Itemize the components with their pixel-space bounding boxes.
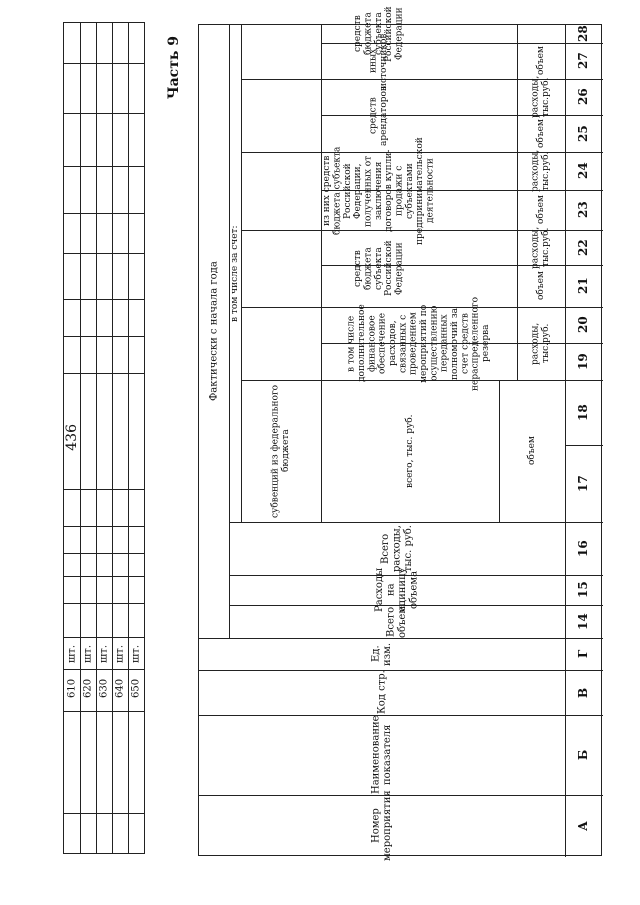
header-total-expenses: Всего расходы, тыс. руб. — [379, 525, 414, 572]
header-volume-col19: объем — [535, 271, 546, 301]
col-num-24: 24 — [576, 162, 591, 180]
header-expenses-col20: расходы, тыс.руб. — [530, 226, 551, 269]
row-code: 640 — [114, 678, 126, 698]
row-unit: шт. — [114, 645, 126, 664]
header-total-thousand-col17: всего, тыс. руб. — [404, 414, 415, 488]
col-num-19: 19 — [576, 353, 591, 370]
col-num-28: 28 — [576, 25, 591, 43]
col-num-v: В — [576, 687, 591, 698]
col-num-21: 21 — [576, 277, 591, 295]
header-indicator-name: Наименование показателя — [370, 715, 393, 795]
col-num-26: 26 — [576, 88, 591, 106]
col-num-g: Г — [576, 649, 591, 659]
col-num-23: 23 — [576, 201, 591, 219]
header-line-code: Код стр. — [376, 670, 388, 715]
row-code: 650 — [130, 678, 142, 698]
row-code: 630 — [98, 678, 110, 698]
col-num-20: 20 — [576, 316, 591, 334]
header-volume-col23: объем — [535, 119, 546, 148]
header-volume-col17: объем — [526, 436, 537, 466]
header-other-sources: иных источников — [368, 33, 389, 89]
page-number: 436 — [64, 424, 80, 451]
header-expenses-col24: расходы, тыс.руб. — [530, 75, 551, 119]
header-regional-budget: средств бюджета субъекта Российской Федерации — [353, 240, 405, 297]
header-tenants: средств арендаторов — [368, 85, 389, 146]
col-num-25: 25 — [576, 125, 591, 142]
row-code: 610 — [66, 678, 78, 698]
header-volume-col25: объем — [535, 46, 546, 76]
header-actual-ytd: Фактически с начала года — [208, 261, 220, 402]
header-total-volume: Всего объем — [385, 605, 408, 638]
col-num-27: 27 — [576, 52, 591, 70]
col-num-16: 16 — [576, 540, 591, 557]
header-regional-sales: из них средств бюджета субъекта Российской Федерации, полученных от заключения договоров купли-продажи с субъектами предпринимательской деятельности — [322, 137, 436, 245]
header-expenses-col18: расходы, тыс.руб. — [530, 322, 551, 365]
part-label: Часть 9 — [166, 36, 182, 100]
header-expenses-col22: расходы, тыс.руб. — [530, 149, 551, 193]
row-unit: шт. — [130, 645, 142, 664]
row-unit: шт. — [82, 645, 94, 664]
col-num-15: 15 — [576, 581, 591, 599]
header-table — [198, 6, 602, 862]
header-regional-budget-2: средств бюджета субъекта Российской Федерации — [353, 6, 405, 62]
row-unit: шт. — [66, 645, 78, 664]
col-num-18: 18 — [576, 404, 591, 421]
header-including: в том числе за счет: — [229, 225, 240, 322]
row-codes-table — [63, 22, 145, 854]
col-num-a: А — [576, 821, 591, 831]
header-federal-subsidies: субвенций из федерального бюджета — [270, 384, 291, 518]
col-num-b: Б — [576, 749, 591, 761]
header-unit: Ед. изм. — [370, 642, 393, 666]
header-volume-col21: объем — [535, 195, 546, 225]
row-code: 620 — [82, 678, 94, 698]
col-num-14: 14 — [576, 613, 591, 630]
row-unit: шт. — [98, 645, 110, 664]
header-unit-cost: Расходы на единицу объема — [374, 567, 420, 613]
col-num-17: 17 — [576, 475, 591, 492]
header-fed-detail: в том числе дополнительное финансовое обеспечение расходов, связанных с проведением мероприятий по осуществлению переданных полномочий за счет средств нераспределенного резерва — [346, 296, 492, 391]
header-event-number: Номер мероприятия — [370, 790, 393, 862]
col-num-22: 22 — [576, 239, 591, 256]
